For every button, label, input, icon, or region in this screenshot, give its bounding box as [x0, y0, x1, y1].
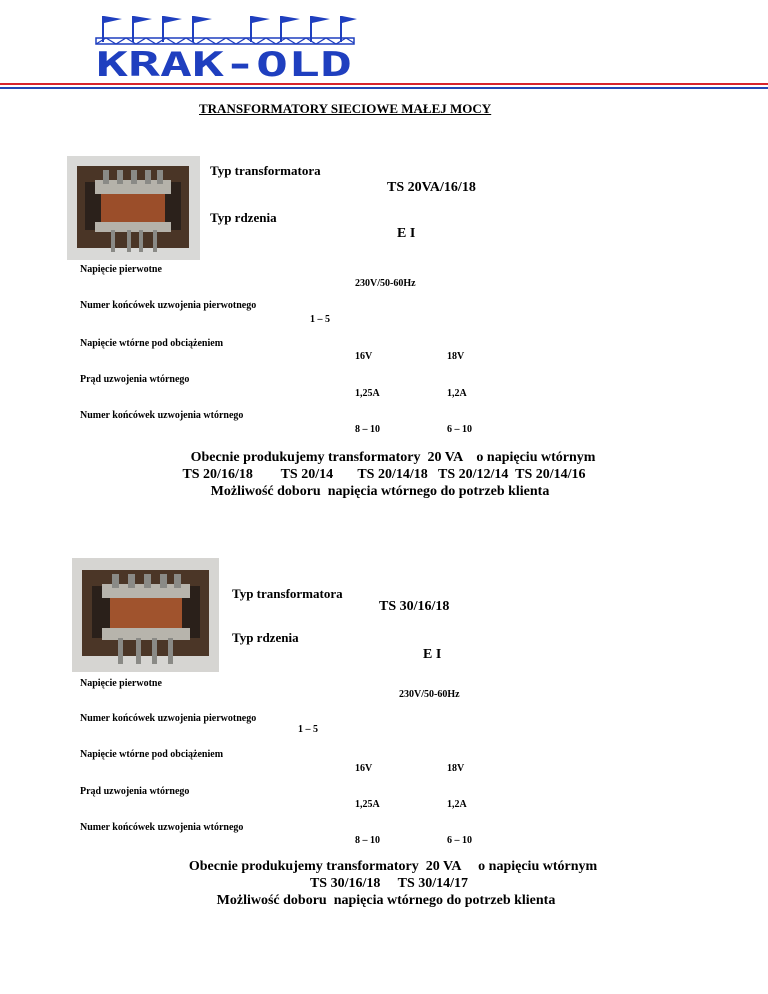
- header-stripe-red: [0, 83, 768, 85]
- secondary-terminals-value-2: 6 – 10: [447, 424, 472, 435]
- core-value: E I: [423, 647, 442, 662]
- type-value: TS 20VA/16/18: [387, 180, 476, 195]
- page-title: TRANSFORMATORY SIECIOWE MAŁEJ MOCY: [199, 101, 492, 116]
- secondary-terminals-value-2: 6 – 10: [447, 835, 472, 846]
- secondary-voltage-label: Napięcie wtórne pod obciążeniem: [80, 749, 224, 760]
- type-label: Typ transformatora: [232, 586, 343, 601]
- note-line: Obecnie produkujemy transformatory 20 VA o napięciu wtórnym: [188, 859, 598, 874]
- primary-terminals-value: 1 – 5: [298, 724, 318, 735]
- primary-voltage-value: 230V/50-60Hz: [399, 689, 460, 700]
- krak-old-logo: [92, 10, 357, 82]
- transformer-photo: [67, 156, 200, 260]
- secondary-current-value-2: 1,2A: [447, 388, 467, 399]
- primary-voltage-label: Napięcie pierwotne: [80, 264, 162, 275]
- secondary-voltage-value-2: 18V: [447, 763, 465, 774]
- secondary-voltage-value-1: 16V: [355, 351, 373, 362]
- secondary-current-value-2: 1,2A: [447, 799, 467, 810]
- secondary-current-value-1: 1,25A: [355, 799, 380, 810]
- primary-terminals-label: Numer końcówek uzwojenia pierwotnego: [80, 300, 257, 311]
- primary-terminals-value: 1 – 5: [310, 314, 330, 325]
- core-label: Typ rdzenia: [232, 630, 299, 645]
- secondary-voltage-value-2: 18V: [447, 351, 465, 362]
- note-line: Możliwość doboru napięcia wtórnego do potrzeb klienta: [216, 893, 556, 908]
- transformer-photo: [72, 558, 219, 672]
- secondary-voltage-label: Napięcie wtórne pod obciążeniem: [80, 338, 224, 349]
- type-value: TS 30/16/18: [379, 599, 450, 614]
- primary-voltage-value: 230V/50-60Hz: [355, 278, 416, 289]
- header-stripe-blue: [0, 87, 768, 89]
- type-label: Typ transformatora: [210, 163, 321, 178]
- secondary-terminals-label: Numer końcówek uzwojenia wtórnego: [80, 822, 244, 833]
- product-note: [0, 449, 768, 500]
- primary-voltage-label: Napięcie pierwotne: [80, 678, 162, 689]
- core-value: E I: [397, 226, 416, 241]
- secondary-terminals-label: Numer końcówek uzwojenia wtórnego: [80, 410, 244, 421]
- secondary-terminals-value-1: 8 – 10: [355, 424, 380, 435]
- note-line: TS 30/16/18 TS 30/14/17: [309, 876, 469, 891]
- secondary-terminals-value-1: 8 – 10: [355, 835, 380, 846]
- note-line: Obecnie produkujemy transformatory 20 VA o napięciu wtórnym: [190, 450, 596, 465]
- secondary-current-label: Prąd uzwojenia wtórnego: [80, 374, 190, 385]
- product-note: [0, 858, 768, 909]
- logo-text: KRAK-OLD: [96, 45, 352, 82]
- secondary-current-label: Prąd uzwojenia wtórnego: [80, 786, 190, 797]
- primary-terminals-label: Numer końcówek uzwojenia pierwotnego: [80, 713, 257, 724]
- secondary-current-value-1: 1,25A: [355, 388, 380, 399]
- secondary-voltage-value-1: 16V: [355, 763, 373, 774]
- core-label: Typ rdzenia: [210, 210, 277, 225]
- note-line: Możliwość doboru napięcia wtórnego do potrzeb klienta: [210, 484, 550, 499]
- note-line: TS 20/16/18 TS 20/14 TS 20/14/18 TS 20/12/14 TS 20/14/16: [182, 467, 586, 482]
